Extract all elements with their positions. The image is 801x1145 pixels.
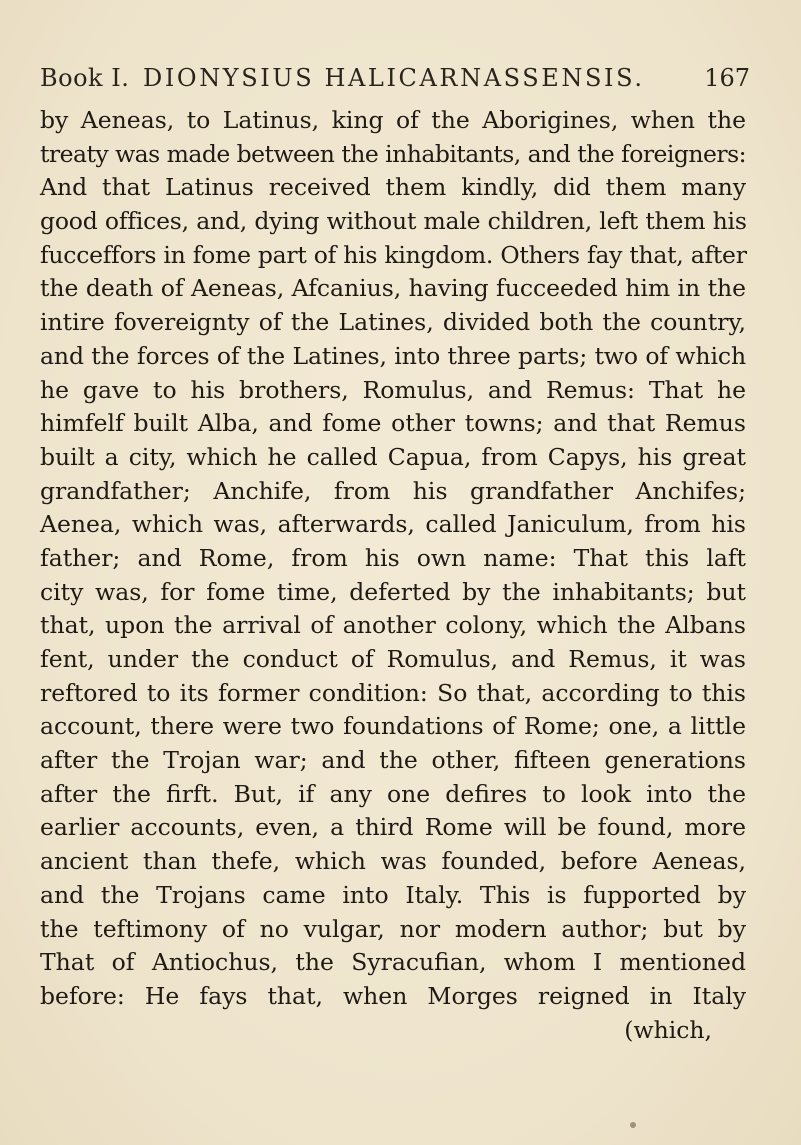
text-line: before: He fays that, when Morges reigned in Italy bbox=[40, 981, 746, 1010]
text-line: that, upon the arrival of another colony, which the Albans bbox=[40, 611, 746, 640]
text-line: And that Latinus received them kindly, did them many bbox=[40, 173, 746, 202]
text-line: himfelf built Alba, and fome other towns; and that Remus bbox=[40, 409, 746, 438]
text-line: fucceffors in fome part of his kingdom. Others fay that, after bbox=[40, 240, 747, 269]
body-text bbox=[40, 104, 746, 1047]
text-line: ancient than thefe, which was founded, before Aeneas, bbox=[40, 847, 746, 876]
text-line: intire fovereignty of the Latines, divided both the country, bbox=[40, 308, 746, 337]
text-line: the teftimony of no vulgar, nor modern author; but by bbox=[40, 914, 746, 943]
ink-smudge bbox=[630, 1122, 636, 1128]
text-line: father; and Rome, from his own name: That this laft bbox=[40, 543, 746, 572]
running-title: DIONYSIUS HALICARNASSENSIS. bbox=[143, 64, 645, 92]
text-line: after the Trojan war; and the other, fifteen generations bbox=[40, 746, 746, 775]
text-line: reftored to its former condition: So that, according to this bbox=[40, 678, 746, 707]
text-line: account, there were two foundations of Rome; one, a little bbox=[40, 712, 746, 741]
text-line: That of Antiochus, the Syracufian, whom I mentioned bbox=[40, 948, 746, 977]
text-line: and the Trojans came into Italy. This is fupported by bbox=[40, 880, 746, 909]
text-line: treaty was made between the inhabitants, and the foreigners: bbox=[40, 139, 746, 168]
text-line: he gave to his brothers, Romulus, and Remus: That he bbox=[40, 375, 746, 404]
text-line: fent, under the conduct of Romulus, and Remus, it was bbox=[40, 645, 746, 673]
text-line: Aenea, which was, afterwards, called Janiculum, from his bbox=[40, 510, 746, 539]
text-line: grandfather; Anchife, from his grandfather Anchifes; bbox=[40, 476, 746, 505]
text-line: good offices, and, dying without male children, left them his bbox=[40, 207, 747, 236]
text-line: after the firft. But, if any one defires to look into the bbox=[40, 779, 746, 808]
running-header bbox=[40, 64, 750, 104]
text-line: city was, for fome time, deferted by the inhabitants; but bbox=[40, 577, 746, 606]
text-line: by Aeneas, to Latinus, king of the Aborigines, when the bbox=[40, 106, 746, 134]
page-number: 167 bbox=[704, 64, 750, 92]
book-label: Book I. bbox=[40, 64, 130, 92]
catchword: (which, bbox=[624, 1015, 712, 1044]
text-line: earlier accounts, even, a third Rome will be found, more bbox=[40, 813, 746, 842]
text-line: built a city, which he called Capua, from Capys, his great bbox=[40, 442, 746, 471]
text-line: and the forces of the Latines, into three parts; two of which bbox=[40, 341, 746, 370]
text-line: the death of Aeneas, Afcanius, having fucceeded him in the bbox=[40, 274, 747, 303]
